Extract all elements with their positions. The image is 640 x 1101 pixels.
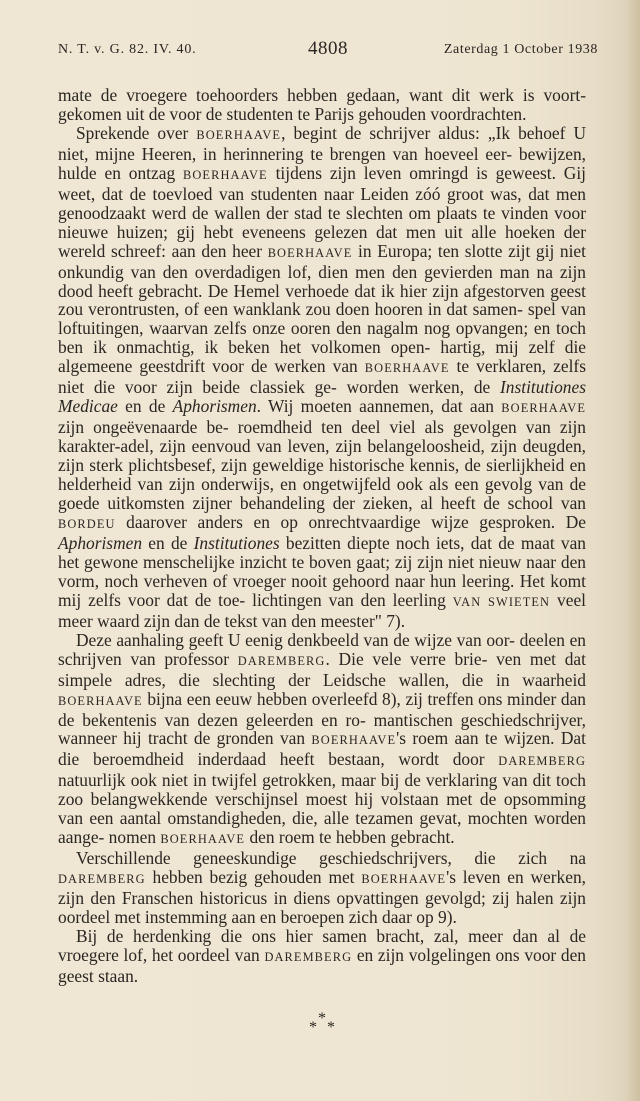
paragraph: [58, 124, 586, 631]
text-run: bijna een eeuw hebben overleefd 8), zij treffen ons minder dan de bekentenis van dezen geleerden en ro- mantischen geschiedschrijver, wanneer hij tracht de gronden van: [58, 688, 586, 749]
small-caps-name: DAREMBERG: [58, 872, 146, 887]
small-caps-name: BOERHAAVE: [58, 693, 143, 708]
text-run: , begint de schrijver aldus: „Ik behoef U niet, mijne Heeren, in herinnering te brengen van hoeveel eer- bewijzen, hulde en ontzag: [58, 122, 587, 183]
text-run: 's leven en werken, zijn den Franschen historicus in diens opvattingen gevolgd; zij halen zijn oordeel met instemming aan en beroepen zich daar op 9).: [58, 867, 587, 928]
journal-reference: N. T. v. G. 82. IV. 40.: [58, 42, 197, 57]
asterism-star-left: *: [309, 1019, 317, 1036]
italic-title: Institutiones Medicae: [58, 377, 586, 417]
text-run: 's roem aan te wijzen. Dat die beroemdheid inderdaad heeft bestaan, wordt door: [58, 728, 586, 770]
paragraph: [58, 927, 586, 986]
asterism-star-right: *: [327, 1019, 335, 1036]
small-caps-name: BORDEU: [58, 516, 116, 531]
text-run: zijn ongeëvenaarde be- roemdheid ten deel viel als gevolgen van zijn karakter-adel, zijn eenvoud van leven, zijn belangeloosheid, zijn deugden, zijn sterk plichtsbesef, zijn geweldige historische kennis, de sierlijkheid en helderheid van zijn onderwijs, en ongetwijfeld ook als een gevolg van de goede uitkomsten zijner behandeling der zieken, al heeft de school van: [58, 417, 586, 514]
text-run: Bij de herdenking die ons hier samen bracht, zal, meer dan al de vroegere lof, het oordeel van: [58, 925, 586, 965]
paragraph: [58, 631, 586, 849]
text-run: . Die vele verre brie- ven met dat simpele adres, die slechting der Leidsche wallen, die in waarheid: [58, 648, 586, 690]
text-run: mate de vroegere toehoorders hebben gedaan, want dit werk is voort- gekomen uit de voor de studenten te Parijs gehouden voordrachten.: [58, 85, 586, 124]
text-run: in Europa; ten slotte zijt gij niet onkundig van den overdadigen lof, dien men den gevierden man na zijn dood heeft gebracht. De Hemel verhoede dat ik hier zijn afgestorven geest zou verontrusten, of een wanklank zou doen hooren in dat samen- spel van loftuitingen, waarvan zelfs onze ooren den nagalm nog opvangen; en toch ben ik onmachtig, ik beken het volkomen open- hartig, mij zelf die algemeene geestdrift voor de werken van: [58, 240, 586, 377]
italic-title: Aphorismen: [172, 396, 257, 417]
text-run: hebben bezig gehouden met: [145, 867, 362, 888]
paragraph: [58, 86, 586, 124]
text-run: daarover anders en op onrechtvaardige wijze gesproken. De: [115, 511, 586, 532]
small-caps-name: BOERHAAVE: [196, 127, 282, 142]
small-caps-name: VAN SWIETEN: [452, 594, 551, 609]
italic-title: Institutiones: [193, 532, 280, 553]
small-caps-name: DAREMBERG: [264, 949, 353, 964]
page-number: 4808: [308, 38, 348, 59]
paragraph: [58, 849, 586, 927]
text-run: bezitten diepte noch iets, dat de maat van het gewone menschelijke inzicht te boven gaat; zij zijn niet nieuw naar den vorm, noch verheven of vroeger nooit gehoord naar hun leering. Het komt mij zelfs voor dat de toe- lichtingen van den leerling: [58, 532, 587, 610]
small-caps-name: DAREMBERG: [498, 754, 586, 769]
text-run: en de: [142, 532, 194, 553]
text-run: tijdens zijn leven omringd is geweest. Gij weet, dat de toevloed van studenten naar Leiden zóó groot was, dat men genoodzaakt werd de wallen der stad te slechten om plaats te vinden voor nieuwe huizen; gij hebt eveneens gelezen dat men uit alle hoeken der wereld schreef: aan den heer: [58, 162, 587, 261]
text-run: Verschillende geneeskundige geschiedschrijvers, die zich na: [76, 848, 586, 869]
small-caps-name: BOERHAAVE: [364, 361, 450, 376]
body-text: [58, 86, 586, 986]
running-header: [58, 38, 598, 68]
small-caps-name: BOERHAAVE: [160, 832, 246, 847]
asterism-star-top: *: [318, 1010, 326, 1027]
page-edge-shadow: [626, 0, 640, 1101]
text-run: Deze aanhaling geeft U eenig denkbeeld van de wijze van oor- deelen en schrijven van professor: [58, 629, 586, 669]
text-run: den roem te hebben gebracht.: [245, 827, 455, 848]
text-run: natuurlijk ook niet in twijfel getrokken, maar bij de verklaring van dit toch zoo belangwekkende verschijnsel moest hij volstaan met de opsomming van een aantal omstandigheden, die, alle tezamen gevat, mochten worden aange- nomen: [58, 770, 586, 848]
text-run: te verklaren, zelfs niet die voor zijn beide classiek ge- worden werken, de: [58, 356, 586, 398]
small-caps-name: BOERHAAVE: [267, 245, 353, 260]
text-run: en de: [117, 396, 173, 417]
text-run: Sprekende over: [76, 122, 197, 143]
text-run: . Wij moeten aannemen, dat aan: [256, 396, 502, 417]
small-caps-name: BOERHAAVE: [311, 733, 397, 748]
text-run: veel meer waard zijn dan de tekst van den meester" 7).: [58, 589, 586, 631]
italic-title: Aphorismen: [58, 532, 143, 553]
small-caps-name: BOERHAAVE: [361, 872, 447, 887]
small-caps-name: BOERHAAVE: [183, 167, 268, 182]
issue-date: Zaterdag 1 October 1938: [443, 42, 598, 57]
asterism: [0, 1010, 640, 1040]
small-caps-name: DAREMBERG: [237, 653, 326, 668]
small-caps-name: BOERHAAVE: [501, 401, 587, 416]
text-run: en zijn volgelingen ons voor den geest staan.: [58, 944, 587, 986]
